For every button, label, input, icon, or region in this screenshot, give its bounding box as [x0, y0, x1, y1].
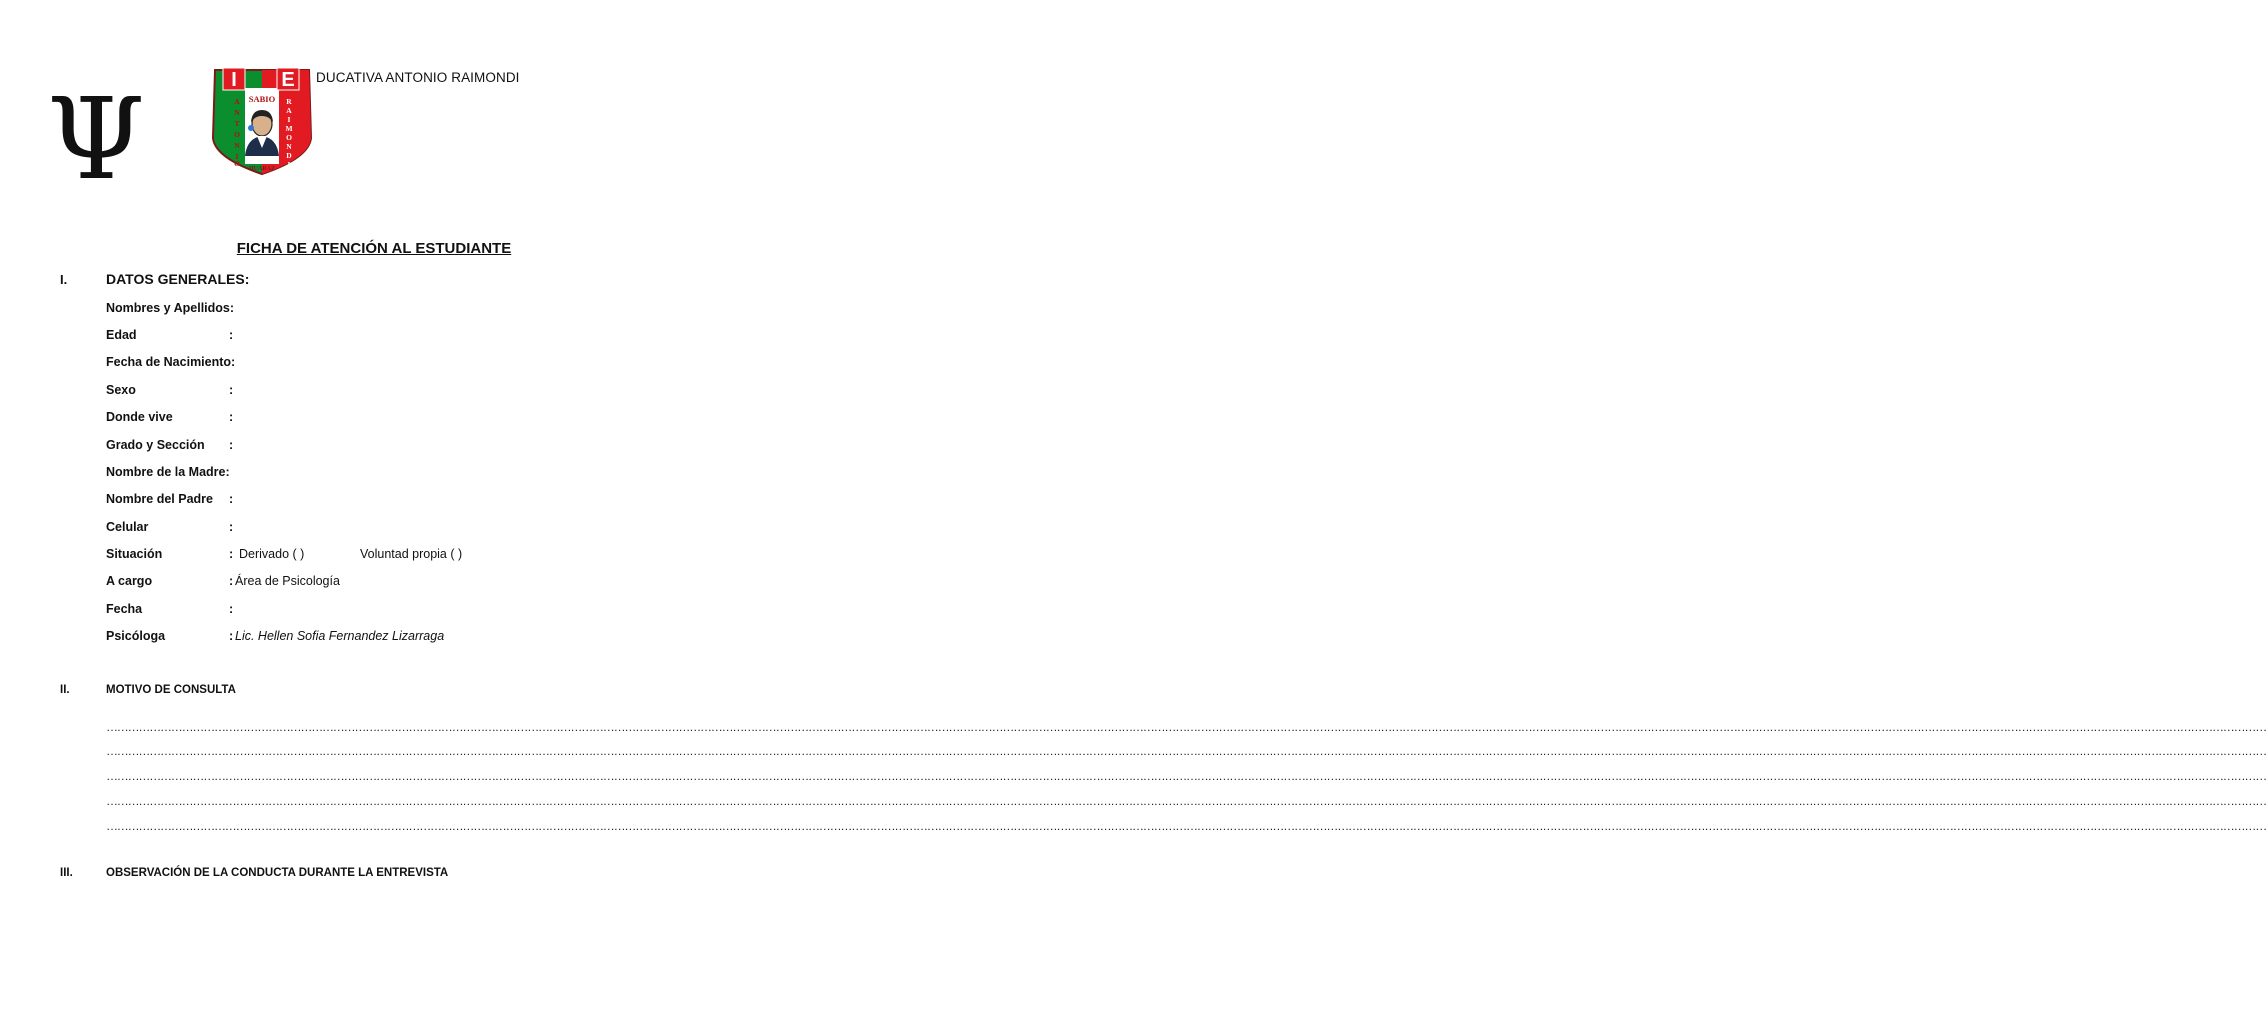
svg-text:N: N: [234, 141, 240, 150]
section-number-3: III.: [60, 867, 73, 879]
crest-word-sabio: SABIO: [248, 94, 276, 104]
svg-text:I: I: [235, 152, 239, 161]
field-label-psicologa: Psicóloga: [106, 629, 166, 643]
crest-letter-e: E: [281, 69, 295, 91]
svg-text:R: R: [286, 97, 292, 106]
svg-text:I: I: [287, 115, 291, 124]
crest-vertical-right: [285, 97, 292, 169]
field-colon-sexo: :: [229, 383, 234, 397]
field-label-nombre-madre: Nombre de la Madre:: [106, 465, 230, 479]
field-colon-situacion: :: [229, 547, 234, 561]
field-label-donde-vive: Donde vive: [106, 410, 173, 424]
school-name: DUCATIVA ANTONIO RAIMONDI: [316, 70, 520, 85]
svg-text:O: O: [234, 159, 240, 168]
field-colon-nombre-padre: :: [229, 492, 234, 506]
field-label-celular: Celular: [106, 520, 149, 534]
school-crest-logo: [207, 66, 317, 176]
svg-text:A: A: [234, 97, 240, 106]
section-title-observacion-conducta: OBSERVACIÓN DE LA CONDUCTA DURANTE LA ENTREVISTA: [106, 867, 449, 879]
section-number-2: II.: [60, 684, 70, 696]
field-label-edad: Edad: [106, 328, 137, 342]
situacion-derivado-option: Derivado ( ): [239, 547, 305, 561]
field-label-sexo: Sexo: [106, 383, 136, 397]
dotted-line-5[interactable]: ……………………………………………………………………………………………………………………………………………………………………………………………………………………………………………………………………………………………………………………………………………………………………………………………………………………………………………………………………………………………………………………………………………………: [106, 819, 2266, 833]
crest-word-huaraz: HUARAZ: [248, 166, 276, 172]
svg-text:T: T: [234, 119, 240, 128]
field-label-nombre-padre: Nombre del Padre: [106, 492, 213, 506]
svg-text:M: M: [285, 124, 293, 133]
field-label-a-cargo: A cargo: [106, 574, 153, 588]
field-colon-donde-vive: :: [229, 410, 234, 424]
field-colon-a-cargo: :: [229, 574, 234, 588]
svg-text:O: O: [286, 133, 292, 142]
svg-text:N: N: [286, 142, 292, 151]
field-label-situacion: Situación: [106, 547, 163, 561]
field-value-a-cargo: Área de Psicología: [235, 574, 340, 588]
dotted-line-1[interactable]: ……………………………………………………………………………………………………………………………………………………………………………………………………………………………………………………………………………………………………………………………………………………………………………………………………………………………………………………………………………………………………………………………………………………: [106, 720, 2266, 734]
dotted-line-2[interactable]: ……………………………………………………………………………………………………………………………………………………………………………………………………………………………………………………………………………………………………………………………………………………………………………………………………………………………………………………………………………………………………………………………………………………: [106, 744, 2266, 758]
field-label-nombres: Nombres y Apellidos:: [106, 301, 235, 315]
section-number-1: I.: [60, 272, 68, 287]
field-colon-fecha: :: [229, 602, 234, 616]
field-value-psicologa: Lic. Hellen Sofia Fernandez Lizarraga: [235, 629, 445, 643]
field-label-fecha: Fecha: [106, 602, 143, 616]
field-label-fecha-nacimiento: Fecha de Nacimiento:: [106, 355, 236, 369]
field-colon-celular: :: [229, 520, 234, 534]
svg-text:O: O: [234, 130, 240, 139]
field-colon-grado-seccion: :: [229, 438, 234, 452]
svg-text:I: I: [287, 160, 291, 169]
svg-text:D: D: [286, 151, 292, 160]
field-label-grado-seccion: Grado y Sección: [106, 438, 205, 452]
section-title-motivo-consulta: MOTIVO DE CONSULTA: [106, 684, 236, 696]
section-title-datos-generales: DATOS GENERALES:: [106, 271, 250, 287]
situacion-voluntad-option: Voluntad propia ( ): [360, 547, 463, 561]
field-colon-psicologa: :: [229, 629, 234, 643]
field-colon-edad: :: [229, 328, 234, 342]
svg-text:N: N: [234, 108, 240, 117]
psychology-psi-icon: Ψ: [46, 75, 146, 205]
page-title: FICHA DE ATENCIÓN AL ESTUDIANTE: [236, 240, 512, 257]
dotted-line-3[interactable]: ……………………………………………………………………………………………………………………………………………………………………………………………………………………………………………………………………………………………………………………………………………………………………………………………………………………………………………………………………………………………………………………………………………………: [106, 769, 2266, 783]
crest-letter-i: I: [231, 69, 237, 91]
dotted-line-4[interactable]: ……………………………………………………………………………………………………………………………………………………………………………………………………………………………………………………………………………………………………………………………………………………………………………………………………………………………………………………………………………………………………………………………………………………: [106, 794, 2266, 808]
svg-text:A: A: [286, 106, 292, 115]
